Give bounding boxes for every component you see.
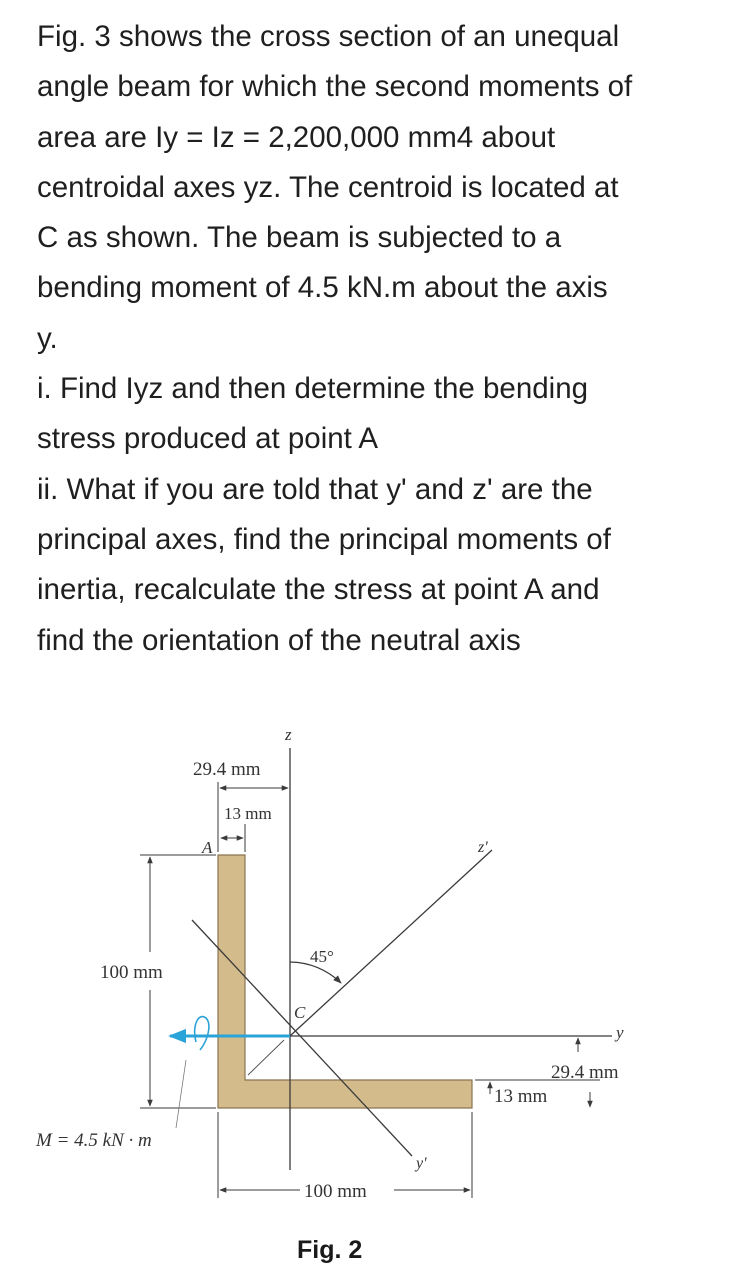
question-line: i. Find Iyz and then determine the bending (37, 372, 589, 406)
y-axis-label: y (616, 1023, 624, 1042)
question-line: area are Iy = Iz = 2,200,000 mm4 about (37, 120, 556, 154)
moment-label: M = 4.5 kN · m (36, 1130, 152, 1151)
question-line: y. (37, 321, 58, 355)
z-prime-label: z' (478, 839, 488, 856)
centroid-c-label: C (294, 1003, 306, 1022)
question-line: bending moment of 4.5 kN.m about the axis (37, 271, 608, 305)
figure-drawing (0, 700, 748, 1280)
dim-29-4-right-label: 29.4 mm (551, 1062, 619, 1083)
question-line: angle beam for which the second moments of (37, 70, 633, 104)
dim-13-right-label: 13 mm (494, 1086, 548, 1107)
y-prime-label: y' (416, 1155, 427, 1172)
question-line: stress produced at point A (37, 422, 379, 456)
angle-45-label: 45° (310, 947, 334, 966)
z-prime-axis (290, 850, 492, 1036)
dim-100-left-label: 100 mm (100, 962, 163, 983)
dim-29-4-top-label: 29.4 mm (193, 759, 261, 780)
question-line: centroidal axes yz. The centroid is located at (37, 170, 619, 204)
z-axis-label: z (285, 725, 292, 744)
question-line: principal axes, find the principal moments of (37, 522, 611, 556)
moment-curl (195, 1017, 209, 1050)
question-line: ii. What if you are told that y' and z' are the (37, 472, 593, 506)
question-line: Fig. 3 shows the cross section of an unequal (37, 20, 620, 53)
question-line: find the orientation of the neutral axis (37, 623, 521, 657)
question-text (37, 12, 727, 666)
angle-section (218, 855, 472, 1108)
section-inner-line (248, 1040, 284, 1075)
point-a-label: A (202, 838, 213, 857)
moment-leader (176, 1060, 186, 1128)
question-line: inertia, recalculate the stress at point A and (37, 573, 600, 607)
figure-caption: Fig. 2 (297, 1236, 363, 1264)
question-line: C as shown. The beam is subjected to a (37, 221, 562, 255)
dim-100-bottom-label: 100 mm (304, 1181, 367, 1202)
angle-section-figure (0, 700, 748, 1280)
dim-13-top-label: 13 mm (224, 804, 272, 823)
